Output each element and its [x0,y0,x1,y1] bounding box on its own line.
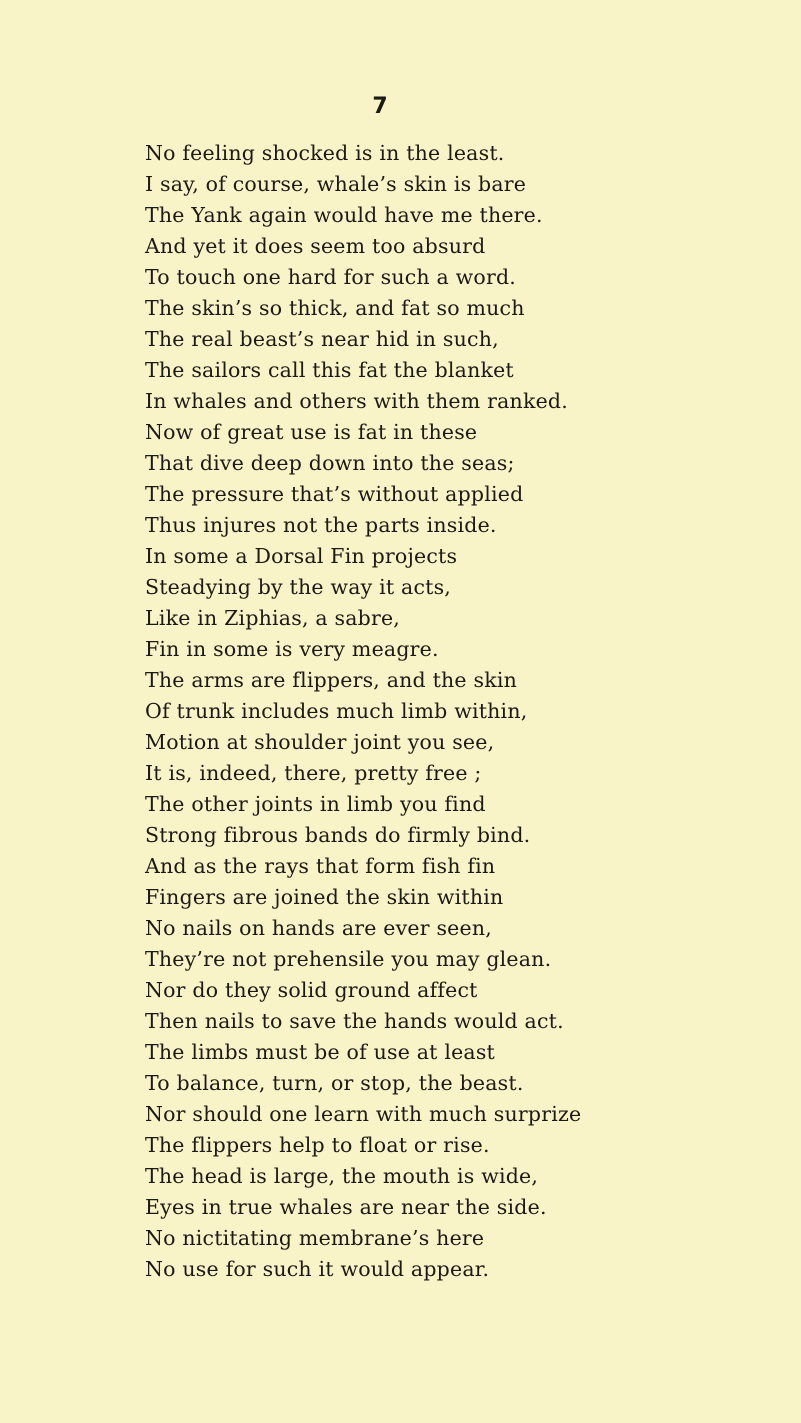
poem-line: The skin’s so thick, and fat so much [145,296,525,320]
poem-line: Thus injures not the parts inside. [145,513,497,537]
poem-line: I say, of course, whale’s skin is bare [145,172,527,196]
poem-line: In whales and others with them ranked. [145,389,568,413]
poem-line: Steadying by the way it acts, [145,575,452,599]
poem-line: Fin in some is very meagre. [145,637,439,661]
poem-line: Motion at shoulder joint you see, [145,730,495,754]
poem-line: Nor should one learn with much surprize [145,1102,582,1126]
poem-line: To balance, turn, or stop, the beast. [145,1071,524,1095]
poem-line: The flippers help to float or rise. [145,1133,490,1157]
poem-line: Eyes in true whales are near the side. [145,1195,547,1219]
poem-line: Strong fibrous bands do firmly bind. [145,823,531,847]
poem-line: Nor do they solid ground affect [145,978,478,1002]
poem-line: The head is large, the mouth is wide, [145,1164,539,1188]
poem-line: That dive deep down into the seas; [145,451,515,475]
poem-text [145,138,795,1285]
poem-line: The real beast’s near hid in such, [145,327,499,351]
poem-line: No nictitating membrane’s here [145,1226,485,1250]
poem-line: No use for such it would appear. [145,1257,490,1281]
poem-line: No nails on hands are ever seen, [145,916,492,940]
poem-line: And as the rays that form fish fin [145,854,496,878]
poem-line: To touch one hard for such a word. [145,265,517,289]
poem-line: The Yank again would have me there. [145,203,543,227]
poem-line: Now of great use is fat in these [145,420,478,444]
poem-line: And yet it does seem too absurd [145,234,486,258]
poem-line: They’re not prehensile you may glean. [145,947,552,971]
poem-line: The sailors call this fat the blanket [145,358,514,382]
poem-line: Like in Ziphias, a sabre, [145,606,401,630]
poem-line: The other joints in limb you find [145,792,486,816]
poem-line: The arms are flippers, and the skin [145,668,517,692]
poem-line: It is, indeed, there, pretty free ; [145,761,482,785]
poem-line: Fingers are joined the skin within [145,885,504,909]
poem-line: The pressure that’s without applied [145,482,524,506]
poem-line: Of trunk includes much limb within, [145,699,528,723]
poem-line: Then nails to save the hands would act. [145,1009,564,1033]
poem-line: In some a Dorsal Fin projects [145,544,458,568]
poem-line: No feeling shocked is in the least. [145,141,505,165]
poem-line: The limbs must be of use at least [145,1040,495,1064]
page-number: 7 [372,94,388,119]
